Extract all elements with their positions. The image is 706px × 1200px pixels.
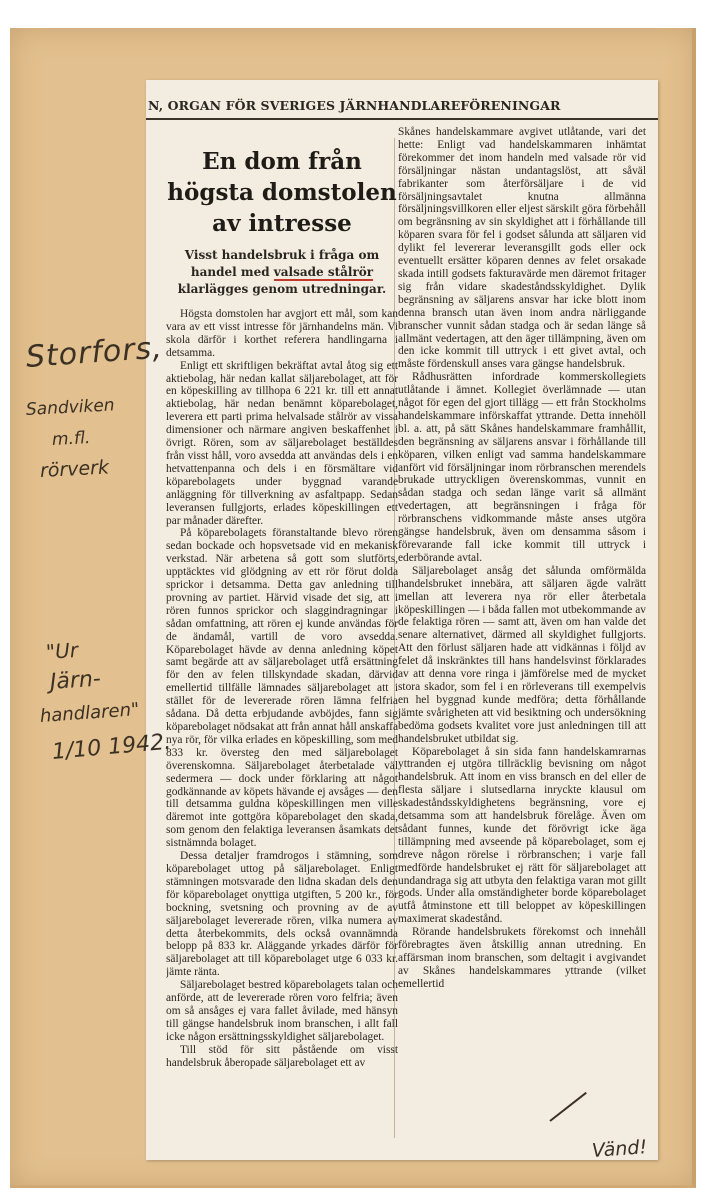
article-subhead — [172, 247, 392, 298]
paragraph: Till stöd för sitt påstående om visst handelsbruk åberopade säljarebolaget ett av — [166, 1043, 398, 1069]
paragraph: Skånes handelskammare avgivet utlåtande, vari det hette: Enligt vad handelskammaren inhämtat förekommer det inom handeln med valsade rör vid försäljningar nästan undantagslöst, att såväl fabrikanter som återförsäljare i de vid försäljningsavtalet knutna allmänna försäljningsvillkoren eller eljest särskilt göra förbehåll om begränsning av sin skyldighet att i förhållande till köparen svara för fel i godset sålunda att säljaren vid dylikt fel levererar leveransgillt gods eller ock eventuellt ersätter köparen dennes av felet orsakade skada intill godsets fakturavärde men däremot fritager sig från vidare skadeståndsskyldighet. Dylik begränsning av säljarens ansvar har icke blott inom denna bransch utan även inom andra närliggande branscher vunnit sådan stadga och är sedan länge så allmänt vedertagen, att den äger tillämpning, även om den icke kommit till uttryck i ett givet avtal, och måste fördenskull anses vara gängse handelsbruk. — [398, 126, 646, 371]
paragraph: Säljarebolaget bestred köparebolagets talan och anförde, att de levererade rören voro felfria; även om så ansåges ej vara fallet åvilade, med hänsyn till gängse handelsbruk inom branschen, i allt fall icke någon ersättningsskyldighet säljarebolaget. — [166, 979, 398, 1043]
left-body-text — [166, 308, 398, 1069]
masthead: N, ORGAN FÖR SVERIGES JÄRNHANDLAREFÖRENINGAR — [146, 98, 658, 120]
handwritten-note-handlaren: handlaren" — [39, 699, 140, 727]
newspaper-clipping — [146, 80, 658, 1160]
handwritten-note-vand: Vänd! — [591, 1136, 648, 1162]
paragraph: Säljarebolaget ansåg det sålunda omförmälda handelsbruket innebära, att säljaren ägde valrätt mellan att leverera nya rör eller återbetala köpeskillingen — i båda fallen mot utbekommande av de felaktiga rören — samt att, även om han valde det senare alternativet, därmed all skyldighet fullgjorts. Att den förlust säljaren hade att vidkännas i följd av felet då inskränktes till hans handelsvinst förklarades av att denna vore ringa i jämförelse med de mycket stora skador, som fel i en rörleverans till exempelvis en hel byggnad kunde medföra; detta förhållande jämte svårigheten att vid besiktning och undersökning bedöma godsets kvalitet vore just anledningen till att handelsbruket utbildat sig. — [398, 564, 646, 745]
handwritten-note-mfl: m.fl. — [51, 428, 91, 450]
handwritten-note-sandviken: Sandviken — [25, 395, 116, 420]
paragraph: Dessa detaljer framdrogos i stämning, som köparebolaget uttog på säljarebolaget. Enligt stämningen motsvarade den lidna skadan dels den för köparebolaget onyttiga utgiften, 5 200 kr., för bockning, svetsning och provning av de av säljarebolaget levererade rören, vilka numera av detta återbekommits, dels också ovannämnda belopp på 833 kr. Aläggande yrkades därför för säljarebolaget att till köparebolaget utge 6 033 kr. jämte ränta. — [166, 850, 398, 979]
article-headline: En dom från högsta domstolen av intresse — [167, 148, 397, 237]
handwritten-note-rorverk: rörverk — [39, 456, 110, 482]
subhead-part-2: klarlägges genom utredningar. — [177, 282, 387, 296]
handwritten-note-date: 1/10 1942. — [50, 729, 173, 765]
handwritten-note-jarn: Järn- — [49, 666, 102, 695]
paragraph: På köparebolagets föranstaltande blevo rören sedan bockade och hopsvetsade vid en mekanisk verkstad. När arbetena så gott som slutförts, upptäcktes vid glödgning av ett rör förut dolda sprickor i detsamma. Detta gav anledning till provning av partiet. Härvid visade det sig, att i rören funnos sprickor och slaggindragningar i sådan omfattning, att rören ej kunde användas för de ändamål, vartill de voro avsedda. Köparebolaget hävde av denna anledning köpet samt begärde att av säljarebolaget utfå ersättning för den av felen tillskyndade skadan, därvid emellertid tillfälle lämnades säljarebolaget att i stället för de levererade rören lämna felfria sådana. Då detta erbjudande avböjdes, fann sig köparebolaget nödsakat att från annat håll anskaffa nya rör, för vilka erlades en köpeskilling, som med 833 kr. översteg den med säljarebolaget överenskomna. Säljarebolaget återbetalade väl sedermera — dock under förklaring att något godkännande av köpets hävande ej avsåges — den till detsamma guldna köpeskillingen men ville däremot inte gottgöra köparebolaget den skada, som genom den felaktiga leveransen åsamkats det sistnämnda bolaget. — [166, 527, 398, 850]
right-body-text — [398, 126, 646, 991]
paragraph: Högsta domstolen har avgjort ett mål, som kan vara av ett visst intresse för järnhandelns män. Vi skola därför i korthet referera handlingarna i detsamma. — [166, 308, 398, 359]
paragraph: Köparebolaget å sin sida fann handelskamrarnas yttranden ej utgöra tillräcklig bevisning om något handelsbruk. Att inom en viss bransch en del eller de flesta säljare i slutsedlarna inryckte klausul om skadeståndsskyldighetens begränsning, vore ej detsamma som att handelsbruk förelåge. Även om sådant funnes, kunde det förövrigt icke äga tillämpning med avseende på köparebolaget, som ej dreve någon rörelse i rörbranschen; i varje fall medförde handelsbruket ej rätt för säljarebolaget att undandraga sig att utbyta den felaktiga varan mot gillt gods. Under alla omständigheter borde köparebolaget utfå åtminstone ett till beloppet av köpeskillingen maximerat skadestånd. — [398, 745, 646, 926]
subhead-underlined-text: valsade stålrör — [273, 265, 374, 279]
paragraph: Rörande handelsbrukets förekomst och innehåll förebragtes även åtskillig annan utredning. En affärsman inom branschen, som deltagit i avgivandet av Skånes handelskammares yttrande (vilket emellertid — [398, 926, 646, 990]
handwritten-note-ur: "Ur — [45, 637, 79, 664]
paragraph: Rådhusrätten infordrade kommerskollegiets utlåtande i ämnet. Kollegiet överlämnade — utan något för egen del gjort tillägg — ett från Stockholms handelskammare införskaffat yttrande. Detta innehöll bl. a. att, på sätt Skånes handelskammare framhållit, den begränsning av säljarens ansvar i förhållande till köparen, vilken enligt vad samma handelskammare anfört vid försäljningar inom rörbranschen merendels brukade uttryckligen överenskommas, vunnit en sådan stadga och sedan länge varit så allmänt vedertagen, att begränsningen i fråga för rörbranschens vidkommande måste anses utgöra gängse handelsbruk, även om densamma såsom i förevarande fall icke kommit till uttryck i ederbörande avtal. — [398, 371, 646, 564]
paragraph: Enligt ett skriftligen bekräftat avtal åtog sig ett aktiebolag, här nedan kallat säljarebolaget, att för en köpeskilling av tillhopa 6 221 kr. till ett annat aktiebolag, här nedan benämnt köparebolaget, leverera ett parti prima helvalsade stålrör av vissa dimensioner och närmare angiven beskaffenhet i övrigt. Rören, som av säljarebolaget beställdes från visst håll, voro avsedda att användas dels i en hetvattenpanna och dels i en försmältare vid köparebolagets under byggnad varande anläggning för tillverkning av asfaltpapp. Sedan leveransen fullgjorts, erlades köpeskillingen ett par månader därefter. — [166, 359, 398, 527]
article-right-column — [398, 126, 646, 1154]
subhead-part-1: Visst handelsbruk i fråga om handel med — [184, 248, 380, 279]
handwritten-note-storfors: Storfors, — [24, 330, 164, 375]
article-left-column — [166, 132, 398, 1144]
